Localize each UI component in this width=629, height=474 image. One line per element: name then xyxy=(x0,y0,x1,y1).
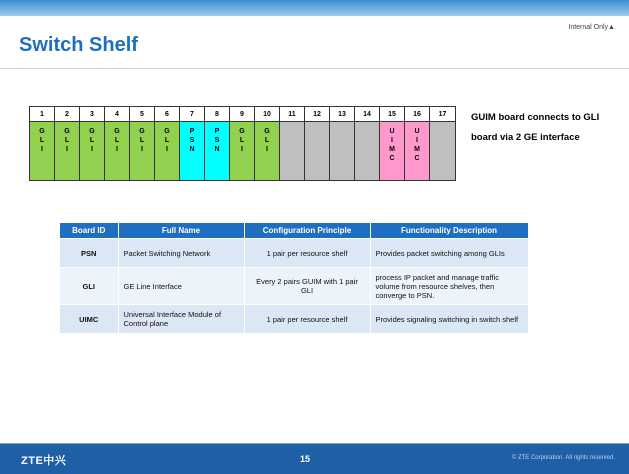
table-header-row xyxy=(60,223,528,239)
card-label: G L I xyxy=(39,128,45,153)
classification-badge: Internal Only▲ xyxy=(568,24,615,31)
slot-number: 8 xyxy=(205,107,230,122)
board-description: Provides packet switching among GLIs xyxy=(370,239,528,268)
slot-number: 4 xyxy=(105,107,130,122)
card-label: P S N xyxy=(189,128,195,153)
copyright-text: © ZTE Corporation. All rights reserved. xyxy=(511,455,615,461)
slot-number: 16 xyxy=(405,107,430,122)
slot-number: 5 xyxy=(130,107,155,122)
card-label: G L I xyxy=(139,128,145,153)
slot-number: 9 xyxy=(230,107,255,122)
card-slot xyxy=(205,122,230,181)
slot-number: 12 xyxy=(305,107,330,122)
table-row xyxy=(60,305,528,334)
card-slot xyxy=(30,122,55,181)
column-header: Configuration Principle xyxy=(244,223,370,239)
card-slot xyxy=(255,122,280,181)
slot-number: 1 xyxy=(30,107,55,122)
card-label: G L I xyxy=(114,128,120,153)
column-header: Functionality Description xyxy=(370,223,528,239)
card-slot xyxy=(80,122,105,181)
slot-number: 2 xyxy=(55,107,80,122)
board-full-name: Universal Interface Module of Control plane xyxy=(118,305,244,334)
board-full-name: GE Line Interface xyxy=(118,268,244,305)
card-slot xyxy=(155,122,180,181)
card-slot xyxy=(105,122,130,181)
card-slot xyxy=(380,122,405,181)
board-config: Every 2 pairs GUIM with 1 pair GLI xyxy=(244,268,370,305)
card-slot xyxy=(55,122,80,181)
slide-title: Switch Shelf xyxy=(19,34,138,56)
board-description: process IP packet and manage traffic volume from resource shelves, then converge to PSN. xyxy=(370,268,528,305)
slot-number: 17 xyxy=(430,107,456,122)
board-full-name: Packet Switching Network xyxy=(118,239,244,268)
board-table xyxy=(60,223,529,333)
card-slot xyxy=(180,122,205,181)
slot-number: 7 xyxy=(180,107,205,122)
board-id: UIMC xyxy=(60,305,118,334)
connection-note: GUIM board connects to GLI board via 2 GE interface xyxy=(471,112,600,143)
column-header: Full Name xyxy=(118,223,244,239)
board-config: 1 pair per resource shelf xyxy=(244,239,370,268)
top-banner xyxy=(0,0,629,16)
card-label: U I M C xyxy=(414,128,420,162)
card-label: G L I xyxy=(239,128,245,153)
board-config: 1 pair per resource shelf xyxy=(244,305,370,334)
slot-number: 14 xyxy=(355,107,380,122)
zte-logo: ZTE中兴 xyxy=(21,455,67,467)
card-slot xyxy=(230,122,255,181)
footer-bar xyxy=(0,443,629,474)
table-row xyxy=(60,239,528,268)
board-id: PSN xyxy=(60,239,118,268)
title-divider xyxy=(0,68,629,69)
card-label: G L I xyxy=(64,128,70,153)
card-slot xyxy=(130,122,155,181)
card-label: G L I xyxy=(164,128,170,153)
card-slot-empty xyxy=(305,122,330,181)
board-id: GLI xyxy=(60,268,118,305)
slot-number: 11 xyxy=(280,107,305,122)
board-description: Provides signaling switching in switch shelf xyxy=(370,305,528,334)
slot-number: 3 xyxy=(80,107,105,122)
slot-number: 13 xyxy=(330,107,355,122)
card-slot-empty xyxy=(355,122,380,181)
card-label: G L I xyxy=(89,128,95,153)
card-label: P S N xyxy=(214,128,220,153)
table-row xyxy=(60,268,528,305)
card-label: G L I xyxy=(264,128,270,153)
card-slot-empty xyxy=(280,122,305,181)
slot-number: 6 xyxy=(155,107,180,122)
page-number: 15 xyxy=(300,454,311,464)
card-slot-empty xyxy=(330,122,355,181)
slot-number: 10 xyxy=(255,107,280,122)
slot-number: 15 xyxy=(380,107,405,122)
card-slot xyxy=(405,122,430,181)
card-slot-empty xyxy=(430,122,456,181)
card-label: U I M C xyxy=(389,128,395,162)
shelf-diagram xyxy=(29,106,456,181)
column-header: Board ID xyxy=(60,223,118,239)
